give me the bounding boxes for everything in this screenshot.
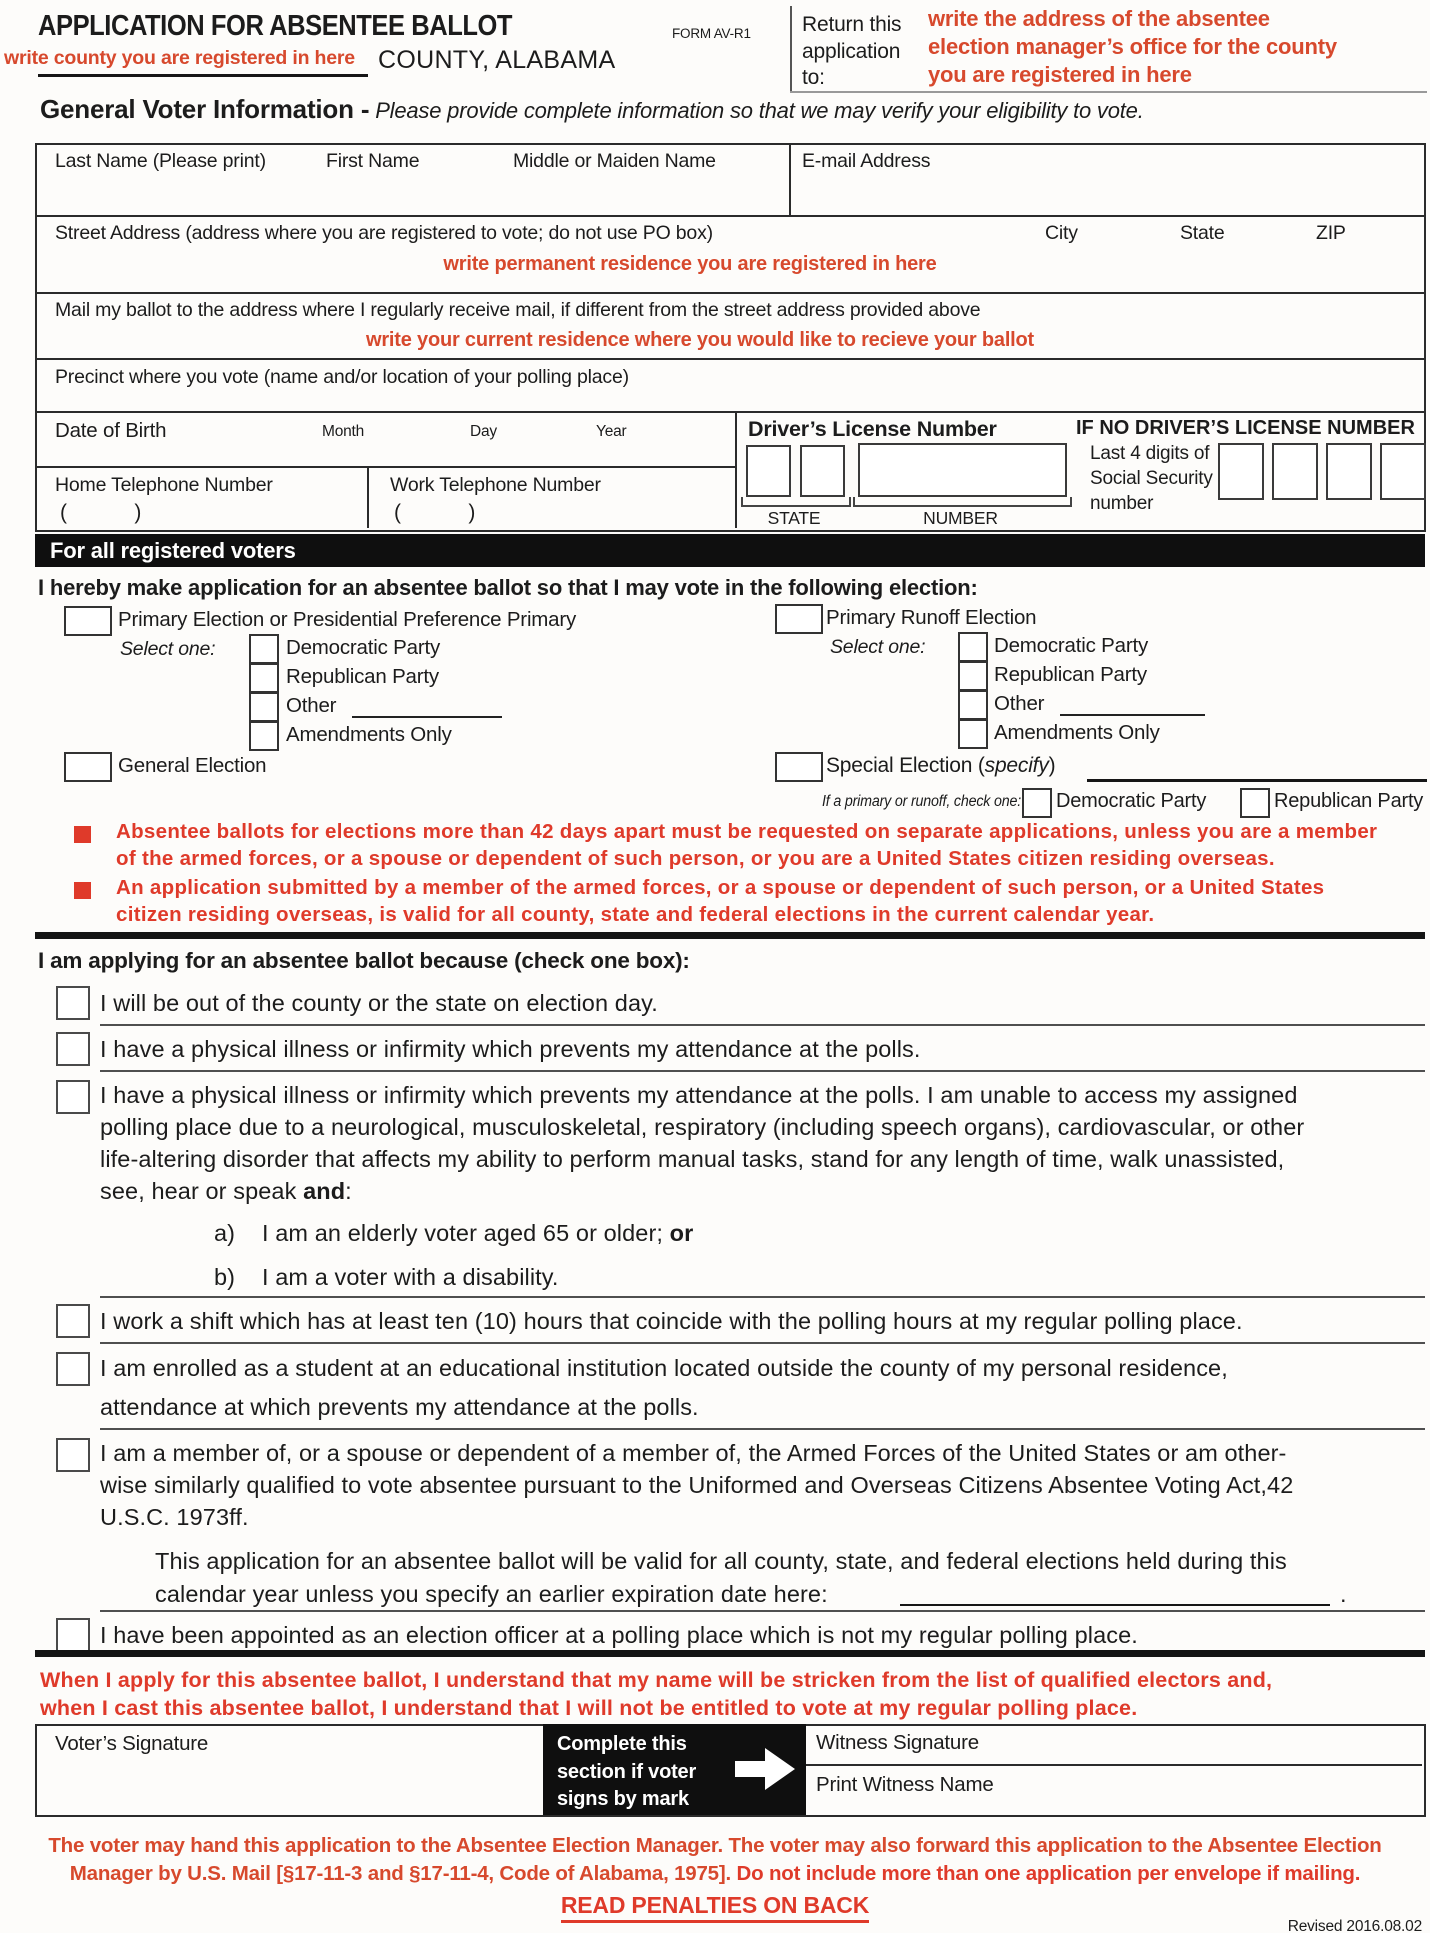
home-phone-paren[interactable]: ( ) [60,501,142,524]
return-label: Return this application to: [802,13,902,89]
validity-note-line2: calendar year unless you specify an earlier expiration date here: [155,1581,828,1607]
general-election-checkbox[interactable] [64,752,112,782]
ssn-digit-box-1[interactable] [1218,443,1264,500]
middle-name-label: Middle or Maiden Name [513,150,716,172]
hereby-heading: I hereby make application for an absentee ballot so that I may vote in the following election: [38,575,978,600]
return-annotation [928,5,1337,89]
reason-disability-checkbox[interactable] [56,1080,90,1114]
footer-instructions-line2-pre: Manager by U.S. Mail [§17-11-3 and §17-11-4, Code of Alabama, 1975]. [69,1862,737,1885]
special-election-label-pre: Special Election ( [826,754,985,777]
affirmation-line1: When I apply for this absentee ballot, I understand that my name will be stricken from the list of qualified electors and, [40,1668,1273,1692]
last-name-label: Last Name (Please print) [55,150,266,172]
bullet2-line1: An application submitted by a member of the armed forces, or a spouse or dependent of such person, or a United States [116,876,1325,899]
right-arrow-icon [735,1746,797,1792]
city-label: City [1045,222,1078,244]
reason-illness-checkbox[interactable] [56,1032,90,1066]
reason-disability-a-label: a) [214,1220,236,1246]
special-election-label-post: ) [1048,754,1056,777]
democratic-right-checkbox[interactable] [958,632,988,662]
county-write-in-line[interactable] [38,74,368,77]
license-state-bracket [741,497,851,507]
special-democratic-label: Democratic Party [1056,790,1207,812]
day-label: Day [470,423,497,440]
select-one-right-label: Select one: [830,636,926,658]
special-election-write-in-line[interactable] [1087,779,1427,782]
precinct-label: Precinct where you vote (name and/or location of your polling place) [55,366,629,388]
other-left-write-in-line[interactable] [352,716,502,718]
revised-date: Revised 2016.08.02 [1287,1918,1422,1933]
reason-disability-a-bold: or [669,1220,694,1246]
reason-disability-line2: polling place due to a neurological, musculoskeletal, respiratory (including speech organs), cardiovascular, or other [100,1114,1305,1140]
reason-disability-line4-post: : [345,1178,352,1204]
table-row-divider [35,358,1425,360]
reason-armed-forces-line3: U.S.C. 1973ff. [100,1504,249,1530]
primary-election-checkbox[interactable] [64,606,112,636]
general-election-label: General Election [118,754,267,777]
reason-armed-forces-checkbox[interactable] [56,1438,90,1472]
state-label: State [1180,222,1225,244]
mail-ballot-label: Mail my ballot to the address where I regularly receive mail, if different from the street address provided above [55,299,981,321]
reason-disability-line1: I have a physical illness or infirmity which prevents my attendance at the polls. I am unable to access my assigned [100,1082,1298,1108]
footer-instructions-line2-bold: Do not include more than one application per envelope if mailing. [736,1862,1361,1885]
validity-note-line1: This application for an absentee ballot will be valid for all county, state, and federal elections held during this [155,1548,1287,1574]
reason-separator [100,1342,1425,1344]
ssn-digit-box-4[interactable] [1380,443,1426,500]
reason-separator [100,1428,1425,1430]
reason-disability-line4-bold: and [303,1178,346,1204]
ssn-note-line: Last 4 digits of [1090,443,1210,464]
table-row-divider [35,292,1425,294]
bullet-square-icon [74,826,91,843]
email-cell-divider [789,143,791,215]
reason-work-shift-label: I work a shift which has at least ten (10) hours that coincide with the polling hours at my regular polling place. [100,1308,1243,1334]
return-annotation-line: election manager’s office for the county [928,34,1337,59]
first-name-label: First Name [326,150,420,172]
ssn-digit-box-2[interactable] [1272,443,1318,500]
return-annotation-line: you are registered in here [928,62,1192,87]
zip-label: ZIP [1316,222,1346,244]
other-left-label: Other [286,694,337,717]
license-state-caption: STATE [767,508,821,528]
special-election-label-italic: specify [984,754,1049,777]
no-license-heading: IF NO DRIVER’S LICENSE NUMBER [1076,417,1415,439]
validity-note-period: . [1340,1581,1347,1607]
license-state-box-1[interactable] [746,445,791,497]
reason-out-of-county-checkbox[interactable] [56,986,90,1020]
reason-armed-forces-line1: I am a member of, or a spouse or dependent of a member of, the Armed Forces of the United States or am other- [100,1440,1287,1466]
republican-left-label: Republican Party [286,665,439,688]
reason-disability-line3: life-altering disorder that affects my ability to perform manual tasks, stand for any length of time, walk unassisted, [100,1146,1285,1172]
reason-disability-b-label: b) [214,1264,236,1290]
bullet1-line2: of the armed forces, or a spouse or dependent of such person, or you are a United States citizen residing overseas. [116,847,1275,870]
amendments-left-label: Amendments Only [286,723,452,746]
general-info-heading-italic: Please provide complete information so that we may verify your eligibility to vote. [369,98,1144,123]
republican-right-checkbox[interactable] [958,661,988,691]
special-republican-label: Republican Party [1274,790,1424,812]
work-phone-label: Work Telephone Number [390,474,601,496]
democratic-left-checkbox[interactable] [249,634,279,664]
reason-out-of-county-label: I will be out of the county or the state on election day. [100,990,658,1016]
return-annotation-line: write the address of the absentee [928,6,1270,31]
reason-student-line1: I am enrolled as a student at an educational institution located outside the county of my personal residence, [100,1355,1228,1381]
reason-disability-b-text: I am a voter with a disability. [262,1264,559,1290]
primary-election-label: Primary Election or Presidential Preference Primary [118,608,577,631]
special-election-label [826,754,1055,778]
work-phone-paren[interactable]: ( ) [394,501,476,524]
reason-separator [100,1296,1425,1298]
footer-instructions-line1: The voter may hand this application to the Absentee Election Manager. The voter may also forward this application to the Absentee Election [48,1834,1382,1857]
general-info-heading-bold: General Voter Information - [40,94,370,124]
republican-left-checkbox[interactable] [249,663,279,693]
street-annotation: write permanent residence you are registered in here [443,253,937,275]
phone-cell-divider [367,466,369,528]
reason-separator [100,1610,1425,1612]
witness-signature-label[interactable]: Witness Signature [816,1731,979,1754]
sign-by-mark-line: Complete this [557,1733,687,1755]
sign-by-mark-line: section if voter [557,1760,697,1783]
license-number-box[interactable] [858,443,1067,497]
county-annotation: write county you are registered in here [4,47,355,69]
year-label: Year [596,423,627,440]
registered-voters-bar-label: For all registered voters [50,538,296,563]
footer-instructions-line2 [0,1862,1430,1886]
other-right-write-in-line[interactable] [1060,714,1205,716]
read-penalties-label: READ PENALTIES ON BACK [561,1892,869,1923]
affirmation-line2: when I cast this absentee ballot, I understand that I will not be entitled to vote at my regular polling place. [40,1696,1138,1720]
bullet2-line2: citizen residing overseas, is valid for all county, state and federal elections in the current calendar year. [116,903,1155,926]
mail-annotation: write your current residence where you would like to recieve your ballot [365,329,1035,351]
amendments-left-checkbox[interactable] [249,721,279,751]
witness-cell-divider [806,1764,1422,1766]
democratic-right-label: Democratic Party [994,634,1149,657]
license-cell-divider [735,411,737,528]
reason-disability-a-text [262,1220,693,1247]
special-democratic-checkbox[interactable] [1022,788,1052,818]
reason-student-line2: attendance at which prevents my attendance at the polls. [100,1394,699,1420]
return-box-left-border [790,6,792,91]
dob-row-divider [35,466,735,468]
other-left-checkbox[interactable] [249,692,279,722]
reason-election-officer-checkbox[interactable] [56,1618,90,1652]
bullet1-line1: Absentee ballots for elections more than 42 days apart must be requested on separate applications, unless you are a member [116,820,1378,843]
reason-disability-line4-pre: see, hear or speak [100,1178,304,1204]
democratic-left-label: Democratic Party [286,636,441,659]
voter-signature-label[interactable]: Voter’s Signature [55,1732,209,1755]
month-label: Month [322,423,365,440]
dob-label: Date of Birth [55,419,167,442]
expiration-date-write-in-line[interactable] [900,1604,1330,1606]
ssn-note-line: Social Security [1090,468,1213,489]
primary-runoff-checkbox[interactable] [775,604,823,634]
reason-separator [100,1070,1425,1072]
reason-disability-a-pre: I am an elderly voter aged 65 or older; [262,1220,670,1246]
bullet-square-icon [74,882,91,899]
amendments-right-checkbox[interactable] [958,719,988,749]
section-rule [35,932,1425,939]
ssn-digit-box-3[interactable] [1326,443,1372,500]
page-title: APPLICATION FOR ABSENTEE BALLOT [38,10,513,42]
street-address-label: Street Address (address where you are registered to vote; do not use PO box) [55,222,713,244]
drivers-license-heading: Driver’s License Number [748,417,997,441]
section-rule [35,1650,1425,1657]
license-number-caption: NUMBER [923,508,998,528]
ssn-note-line: number [1090,493,1154,514]
reason-separator [100,1024,1425,1026]
reason-work-shift-checkbox[interactable] [56,1304,90,1338]
print-witness-name-label[interactable]: Print Witness Name [816,1773,994,1796]
ssn-note [1090,441,1213,516]
county-label: COUNTY, ALABAMA [378,46,616,74]
license-number-bracket [853,497,1072,507]
amendments-right-label: Amendments Only [994,721,1160,744]
table-row-divider [35,215,1425,217]
license-state-box-2[interactable] [800,445,845,497]
other-right-label: Other [994,692,1045,715]
sign-by-mark-note [557,1731,696,1814]
general-info-heading [40,94,1144,125]
select-one-left-label: Select one: [120,638,216,660]
republican-right-label: Republican Party [994,663,1147,686]
home-phone-label: Home Telephone Number [55,474,273,496]
reason-election-officer-label: I have been appointed as an election officer at a polling place which is not my regular polling place. [100,1622,1138,1648]
reason-student-checkbox[interactable] [56,1352,90,1386]
email-label: E-mail Address [802,150,931,172]
other-right-checkbox[interactable] [958,690,988,720]
form-number: FORM AV-R1 [672,26,751,41]
reason-disability-line4 [100,1178,352,1205]
reason-illness-label: I have a physical illness or infirmity which prevents my attendance at the polls. [100,1036,921,1062]
sign-by-mark-line: signs by mark [557,1788,689,1810]
special-republican-checkbox[interactable] [1240,788,1270,818]
special-election-checkbox[interactable] [775,752,823,782]
reasons-heading: I am applying for an absentee ballot because (check one box): [38,948,690,973]
reason-armed-forces-line2: wise similarly qualified to vote absentee pursuant to the Uniformed and Overseas Citizens Absentee Voting Act,42 [100,1472,1294,1498]
primary-runoff-label: Primary Runoff Election [826,606,1037,629]
if-primary-note: If a primary or runoff, check one: [822,793,1022,810]
table-row-divider [35,411,1425,413]
